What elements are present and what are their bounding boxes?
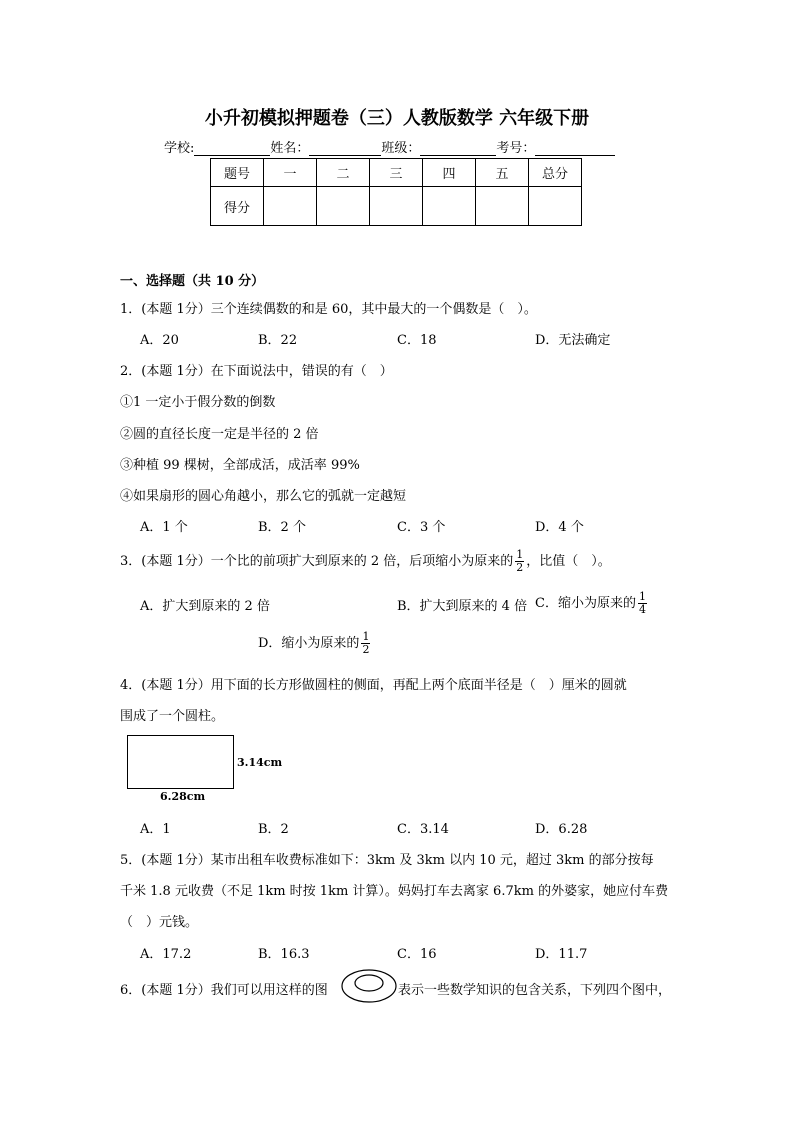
q3-option-a[interactable]: A．扩大到原来的 2 倍 bbox=[140, 599, 270, 614]
fraction-denominator: 2 bbox=[362, 643, 370, 656]
question-1: 1．(本题 1分）三个连续偶数的和是 60，其中最大的一个偶数是（ ）。 bbox=[120, 302, 537, 317]
school-field[interactable] bbox=[194, 141, 270, 156]
q2-statement: ④如果扇形的圆心角越小，那么它的弧就一定越短 bbox=[120, 489, 407, 504]
question-5: 5．(本题 1分）某市出租车收费标准如下：3km 及 3km 以内 10 元，超过 3km 的部分按每 bbox=[120, 853, 654, 868]
q2-option-b[interactable]: B．2 个 bbox=[258, 520, 306, 535]
score-header-cell: 二 bbox=[317, 159, 370, 187]
score-cell[interactable] bbox=[370, 187, 423, 226]
q3-text: 3．(本题 1分）一个比的前项扩大到原来的 2 倍，后项缩小为原来的 bbox=[120, 554, 514, 569]
exam-no-label: 考号： bbox=[496, 141, 536, 156]
name-label: 姓名： bbox=[270, 141, 310, 156]
fraction-denominator: 2 bbox=[516, 561, 524, 574]
nested-ellipse-icon bbox=[341, 969, 397, 1003]
score-cell[interactable] bbox=[264, 187, 317, 226]
q3-option-d[interactable] bbox=[258, 631, 372, 656]
question-4-cont: 围成了一个圆柱。 bbox=[120, 709, 225, 724]
q3-option-c[interactable] bbox=[535, 591, 649, 616]
score-cell[interactable] bbox=[529, 187, 582, 226]
q5-option-c[interactable]: C．16 bbox=[397, 947, 437, 962]
q4-option-c[interactable]: C．3.14 bbox=[397, 822, 449, 837]
score-cell[interactable] bbox=[423, 187, 476, 226]
q3-option-c-text: C．缩小为原来的 bbox=[535, 596, 636, 611]
score-table bbox=[210, 158, 582, 226]
q3-option-b[interactable]: B．扩大到原来的 4 倍 bbox=[397, 599, 528, 614]
q2-statement: ③种植 99 棵树，全部成活，成活率 99% bbox=[120, 458, 360, 473]
class-label: 班级： bbox=[381, 141, 421, 156]
score-header-cell: 题号 bbox=[211, 159, 264, 187]
score-header-cell: 一 bbox=[264, 159, 317, 187]
section-heading: 一、选择题（共 10 分） bbox=[120, 274, 265, 289]
question-6: 6．(本题 1分）我们可以用这样的图 bbox=[120, 983, 328, 998]
question-2: 2．(本题 1分）在下面说法中，错误的有（ ） bbox=[120, 364, 393, 379]
q5-option-b[interactable]: B．16.3 bbox=[258, 947, 310, 962]
q4-option-b[interactable]: B．2 bbox=[258, 822, 289, 837]
q3-option-d-text: D．缩小为原来的 bbox=[258, 636, 360, 651]
score-cell[interactable] bbox=[476, 187, 529, 226]
q1-option-d[interactable]: D．无法确定 bbox=[535, 333, 611, 348]
fraction bbox=[515, 549, 524, 574]
score-cell[interactable] bbox=[317, 187, 370, 226]
q2-statement: ①1 一定小于假分数的倒数 bbox=[120, 395, 276, 410]
q5-option-d[interactable]: D．11.7 bbox=[535, 947, 588, 962]
fraction bbox=[638, 591, 647, 616]
student-info-line bbox=[164, 137, 615, 156]
rectangle-width-label: 6.28cm bbox=[160, 790, 206, 803]
question-5-cont: （ ）元钱。 bbox=[120, 915, 199, 930]
q1-option-b[interactable]: B．22 bbox=[258, 333, 298, 348]
q1-option-a[interactable]: A．20 bbox=[140, 333, 179, 348]
nested-ellipse-figure bbox=[341, 969, 397, 1003]
q4-option-d[interactable]: D．6.28 bbox=[535, 822, 588, 837]
q1-option-c[interactable]: C．18 bbox=[397, 333, 437, 348]
rectangle-height-label: 3.14cm bbox=[237, 756, 283, 769]
school-label: 学校: bbox=[164, 141, 195, 156]
q2-statement: ②圆的直径长度一定是半径的 2 倍 bbox=[120, 427, 319, 442]
q5-option-a[interactable]: A．17.2 bbox=[140, 947, 192, 962]
score-header-cell: 总分 bbox=[529, 159, 582, 187]
question-5-cont: 千米 1.8 元收费（不足 1km 时按 1km 计算）。妈妈打车去离家 6.7km 的外婆家，她应付车费 bbox=[120, 884, 669, 899]
q2-option-a[interactable]: A．1 个 bbox=[140, 520, 188, 535]
fraction-denominator: 4 bbox=[638, 603, 646, 616]
name-field[interactable] bbox=[309, 141, 381, 156]
class-field[interactable] bbox=[420, 141, 496, 156]
q3-text-end: ，比值（ ）。 bbox=[526, 554, 611, 569]
question-4: 4．(本题 1分）用下面的长方形做圆柱的侧面，再配上两个底面半径是（ ）厘米的圆就 bbox=[120, 678, 627, 693]
q2-option-d[interactable]: D．4 个 bbox=[535, 520, 584, 535]
question-3 bbox=[120, 549, 611, 574]
score-header-cell: 四 bbox=[423, 159, 476, 187]
fraction-numerator: 1 bbox=[638, 590, 646, 603]
q4-option-a[interactable]: A．1 bbox=[140, 822, 171, 837]
q2-option-c[interactable]: C．3 个 bbox=[397, 520, 446, 535]
score-header-cell: 五 bbox=[476, 159, 529, 187]
score-header-cell: 三 bbox=[370, 159, 423, 187]
fraction bbox=[361, 631, 370, 656]
fraction-numerator: 1 bbox=[516, 548, 524, 561]
exam-no-field[interactable] bbox=[535, 141, 615, 156]
fraction-numerator: 1 bbox=[362, 630, 370, 643]
score-row-label: 得分 bbox=[211, 187, 264, 226]
page-title: 小升初模拟押题卷（三）人教版数学 六年级下册 bbox=[204, 108, 590, 129]
rectangle-figure bbox=[127, 735, 234, 789]
question-6-cont: 表示一些数学知识的包含关系，下列四个图中， bbox=[398, 983, 672, 998]
